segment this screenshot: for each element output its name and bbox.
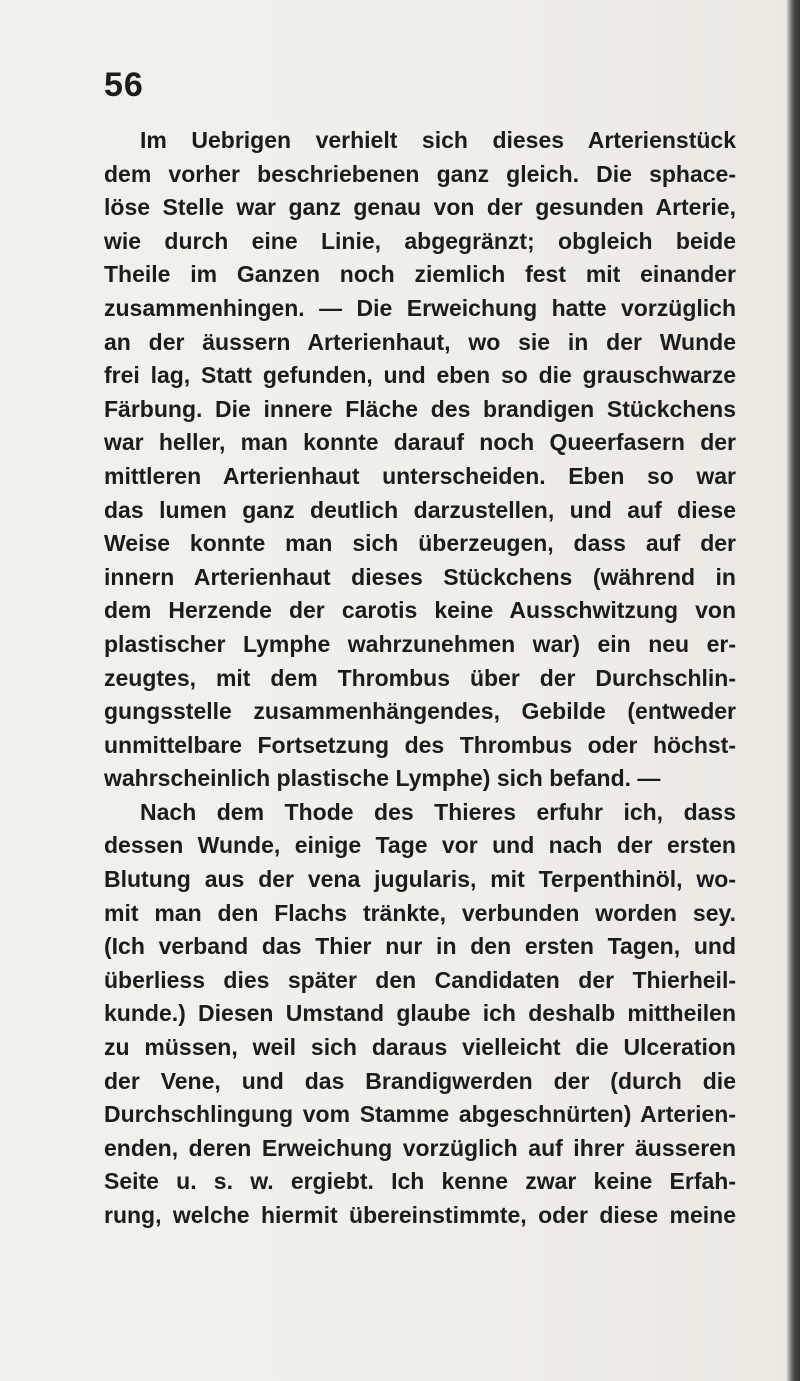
text-line: der Vene, und das Brandigwerden der (durch die <box>104 1067 736 1094</box>
text-line: Theile im Ganzen noch ziemlich fest mit einander <box>104 261 736 288</box>
text-line: Färbung. Die innere Fläche des brandigen Stückchens <box>104 395 736 422</box>
text-line: Weise konnte man sich überzeugen, dass auf der <box>104 530 736 557</box>
text-line: mit man den Flachs tränkte, verbunden worden sey. <box>104 899 736 926</box>
text-line: zusammenhingen. — Die Erweichung hatte vorzüglich <box>104 294 736 321</box>
text-line: plastischer Lymphe wahrzunehmen war) ein neu er- <box>104 630 736 657</box>
text-line: dem vorher beschriebenen ganz gleich. Die sphace- <box>104 160 736 187</box>
text-line: (Ich verband das Thier nur in den ersten Tagen, und <box>104 933 736 960</box>
text-line: Seite u. s. w. ergiebt. Ich kenne zwar keine Erfah- <box>104 1168 736 1195</box>
text-line: zu müssen, weil sich daraus vielleicht die Ulceration <box>104 1034 736 1061</box>
body-text <box>104 124 736 1233</box>
text-line: dem Herzende der carotis keine Ausschwitzung von <box>104 597 736 624</box>
text-line: Nach dem Thode des Thieres erfuhr ich, dass <box>140 798 736 825</box>
text-line: rung, welche hiermit übereinstimmte, oder diese meine <box>104 1202 736 1228</box>
text-line: frei lag, Statt gefunden, und eben so die grauschwarze <box>104 362 736 389</box>
text-line: unmittelbare Fortsetzung des Thrombus oder höchst- <box>104 731 736 758</box>
text-line: gungsstelle zusammenhängendes, Gebilde (entweder <box>104 698 736 725</box>
text-line: das lumen ganz deutlich darzustellen, und auf diese <box>104 496 736 523</box>
text-line: an der äussern Arterienhaut, wo sie in der Wunde <box>104 328 736 355</box>
text-line: überliess dies später den Candidaten der Thierheil- <box>104 966 736 993</box>
text-line: war heller, man konnte darauf noch Queerfasern der <box>104 429 736 456</box>
text-line: Blutung aus der vena jugularis, mit Terpenthinöl, wo- <box>104 866 736 893</box>
text-line: enden, deren Erweichung vorzüglich auf ihrer äusseren <box>104 1134 736 1161</box>
text-line: löse Stelle war ganz genau von der gesunden Arterie, <box>104 194 736 221</box>
text-line: innern Arterienhaut dieses Stückchens (während in <box>104 563 736 590</box>
text-line: kunde.) Diesen Umstand glaube ich deshalb mittheilen <box>104 1000 736 1027</box>
page-edge-shadow <box>786 0 800 1381</box>
text-line: zeugtes, mit dem Thrombus über der Durchschlin- <box>104 664 736 691</box>
text-line: Durchschlingung vom Stamme abgeschnürten) Arterien- <box>104 1101 736 1128</box>
text-line: Im Uebrigen verhielt sich dieses Arterienstück <box>140 127 736 153</box>
text-line: mittleren Arterienhaut unterscheiden. Eben so war <box>104 462 736 489</box>
text-line: dessen Wunde, einige Tage vor und nach der ersten <box>104 832 736 859</box>
text-line: wahrscheinlich plastische Lymphe) sich befand. — <box>104 765 661 792</box>
page-number: 56 <box>104 66 144 104</box>
text-line: wie durch eine Linie, abgegränzt; obgleich beide <box>104 227 736 254</box>
